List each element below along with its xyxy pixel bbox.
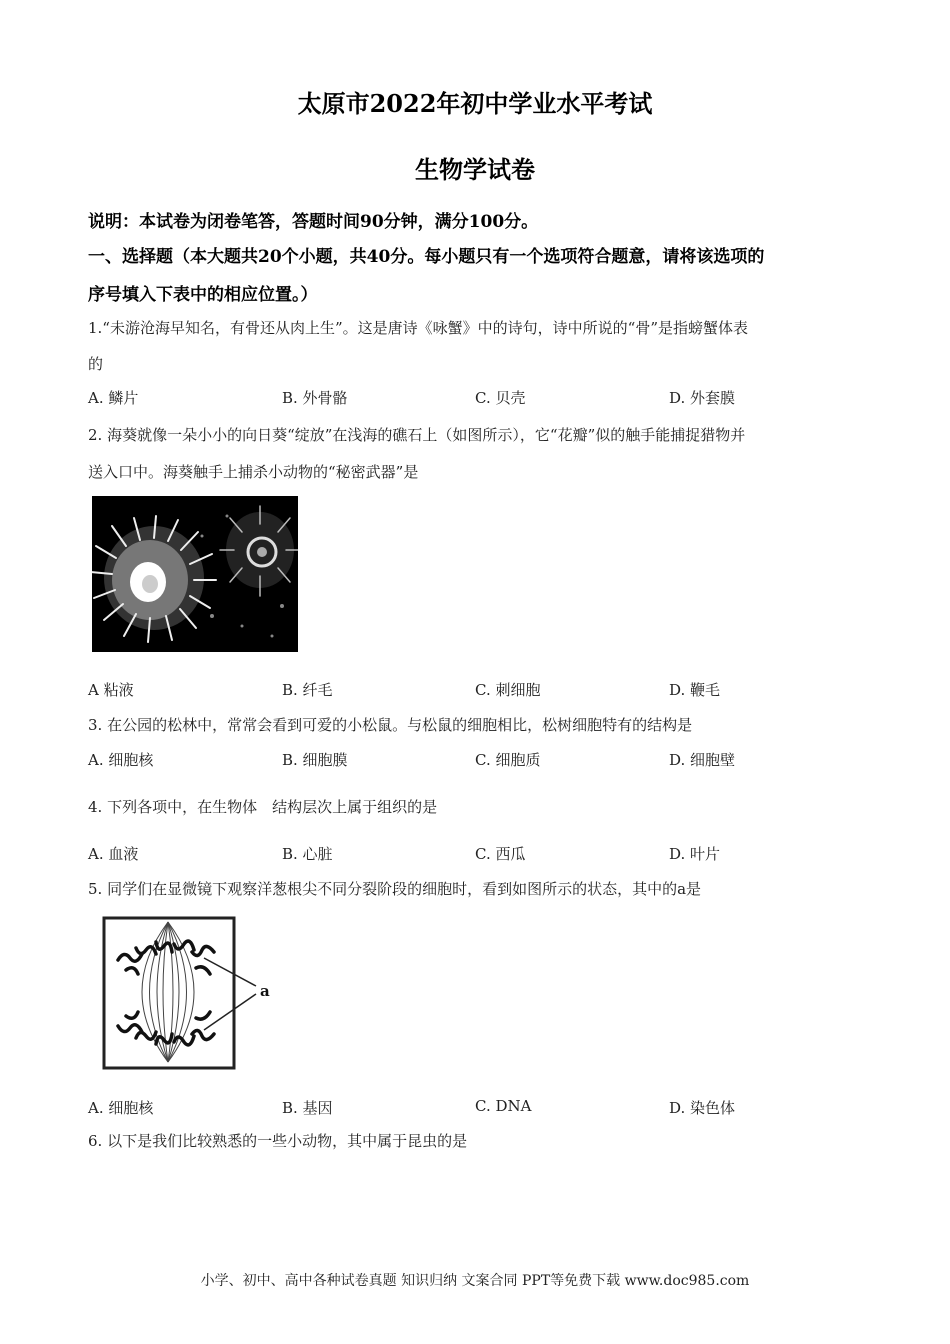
question-5-text: 5. 同学们在显微镜下观察洋葱根尖不同分裂阶段的细胞时，看到如图所示的状态，其中的a是 <box>88 880 702 898</box>
sea-anemone-photo <box>92 496 298 652</box>
question-2-text: 2. 海葵就像一朵小小的向日葵“绽放”在浅海的礁石上（如图所示），它“花瓣”似的触手能捕捉猎物并 <box>88 426 746 444</box>
question-4-option-a: A. 血液 <box>88 845 139 863</box>
question-5-option-b: B. 基因 <box>282 1099 333 1117</box>
exam-title: 太原市2022年初中学业水平考试 <box>297 89 653 118</box>
page-footer: 小学、初中、高中各种试卷真题 知识归纳 文案合同 PPT等免费下载 www.doc985.com <box>200 1273 750 1289</box>
question-3-option-d: D. 细胞壁 <box>669 751 736 769</box>
question-2-option-c: C. 刺细胞 <box>475 681 541 699</box>
question-1-text-cont: 的 <box>88 355 104 373</box>
question-6-text: 6. 以下是我们比较熟悉的一些小动物，其中属于昆虫的是 <box>88 1132 468 1150</box>
question-2-text-cont: 送入口中。海葵触手上捕杀小动物的“秘密武器”是 <box>88 463 419 481</box>
question-1-option-a: A. 鳞片 <box>88 389 139 407</box>
question-3-option-c: C. 细胞质 <box>475 751 541 769</box>
question-5-option-d: D. 染色体 <box>669 1099 736 1117</box>
question-3-option-b: B. 细胞膜 <box>282 751 348 769</box>
question-1-option-b: B. 外骨骼 <box>282 389 348 407</box>
instructions: 说明：本试卷为闭卷笔答，答题时间90分钟，满分100分。 <box>88 212 539 232</box>
question-3-option-a: A. 细胞核 <box>88 751 154 769</box>
section-heading-line2: 序号填入下表中的相应位置。） <box>88 285 318 305</box>
question-1-option-c: C. 贝壳 <box>475 389 526 407</box>
question-2-option-a: A 粘液 <box>88 681 134 699</box>
question-1-text: 1.“未游沧海早知名，有骨还从肉上生”。这是唐诗《咏蟹》中的诗句，诗中所说的“骨”是指螃蟹体表 <box>88 319 748 337</box>
question-5-option-a: A. 细胞核 <box>88 1099 154 1117</box>
question-4-text: 4. 下列各项中，在生物体 结构层次上属于组织的是 <box>88 798 438 816</box>
exam-subtitle: 生物学试卷 <box>415 155 535 184</box>
question-4-option-d: D. 叶片 <box>669 845 721 863</box>
question-5-option-c: C. DNA <box>475 1097 532 1115</box>
figure-label-a: a <box>260 982 270 1000</box>
question-1-option-d: D. 外套膜 <box>669 389 736 407</box>
question-2-option-b: B. 纤毛 <box>282 681 333 699</box>
section-heading-line1: 一、选择题（本大题共20个小题，共40分。每小题只有一个选项符合题意，请将该选项的 <box>88 247 765 267</box>
question-3-text: 3. 在公园的松林中，常常会看到可爱的小松鼠。与松鼠的细胞相比，松树细胞特有的结构是 <box>88 716 693 734</box>
dividing-cell-illustration <box>96 912 286 1072</box>
question-4-option-b: B. 心脏 <box>282 845 333 863</box>
question-2-option-d: D. 鞭毛 <box>669 681 721 699</box>
sea-anemone-illustration <box>92 496 298 652</box>
cell-division-diagram <box>96 912 286 1072</box>
question-4-option-c: C. 西瓜 <box>475 845 526 863</box>
